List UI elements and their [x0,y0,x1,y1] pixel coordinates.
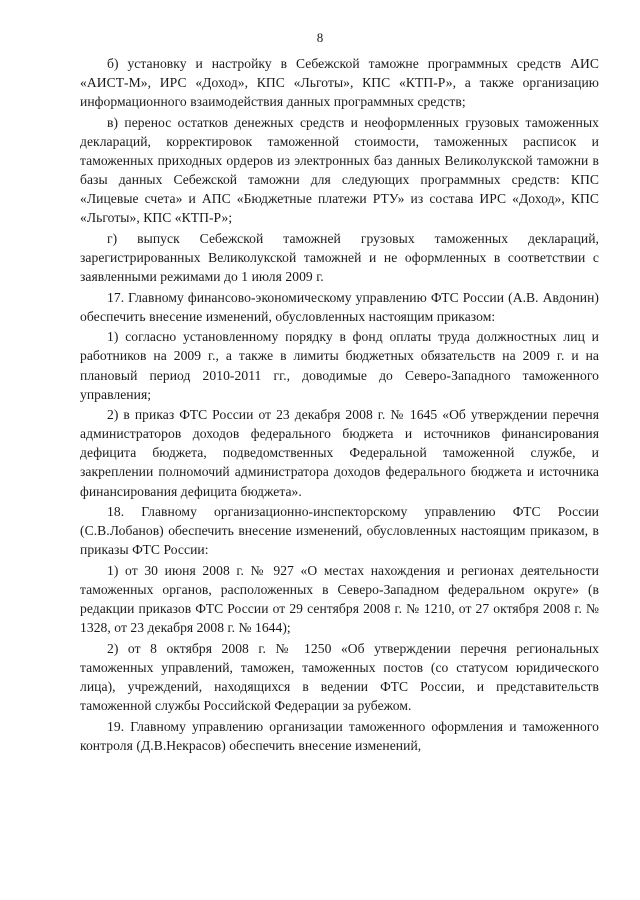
paragraph-item-b: б) установку и настройку в Себежской таможне программных средств АИС «АИСТ-М», ИРС «Доход», КПС «Льготы», КПС «КТП-Р», а также организацию информационного взаимодействия данных программных средств; [80,56,599,110]
paragraph-section-18-item-2: 2) от 8 октября 2008 г. № 1250 «Об утверждении перечня региональных таможенных управлений, таможен, таможенных постов (со статусом юридического лица), учреждений, находящихся в ведении ФТС России, и представительств таможенной службы Российской Федерации за рубежом. [80,640,599,714]
paragraph-section-17-item-2: 2) в приказ ФТС России от 23 декабря 2008 г. № 1645 «Об утверждении перечня администраторов доходов федерального бюджета и источников финансирования дефицита бюджета, подведомственных Федеральной таможенной службе, и закреплении полномочий администратора доходов федерального бюджета и источника финансирования дефицита бюджета». [80,407,599,499]
page-number: 8 [316,30,324,45]
document-body [80,54,599,756]
paragraph-section-18-item-1: 1) от 30 июня 2008 г. № 927 «О местах нахождения и регионах деятельности таможенных органов, расположенных в Северо-Западном федеральном округе» (в редакции приказов ФТС России от 29 сентября 2008 г. № 1210, от 27 октября 2008 г. № 1328, от 23 декабря 2008 г. № 1644); [80,562,599,636]
paragraph-section-17-item-1: 1) согласно установленному порядку в фонд оплаты труда должностных лиц и работников на 2009 г., а также в лимиты бюджетных обязательств на 2009 г. и на плановый период 2010-2011 гг., доводимые до Северо-Западного таможенного управления; [80,329,599,402]
paragraph-section-19: 19. Главному управлению организации таможенного оформления и таможенного контроля (Д.В.Некрасов) обеспечить внесение изменений, [80,718,599,753]
paragraph-item-g: г) выпуск Себежской таможней грузовых таможенных деклараций, зарегистрированных Великолукской таможней и не оформленных в соответствии с заявленными режимами до 1 июля 2009 г. [80,230,599,285]
paragraph-section-18: 18. Главному организационно-инспекторскому управлению ФТС России (С.В.Лобанов) обеспечить внесение изменений, обусловленных настоящим приказом, в приказы ФТС России: [80,504,599,558]
paragraph-item-v: в) перенос остатков денежных средств и неоформленных грузовых таможенных деклараций, корректировок таможенной стоимости, таможенных расписок и таможенных приходных ордеров из электронных баз данных Великолукской таможни в базы данных Себежской таможни для следующих программных средств: КПС «Лицевые счета» и АПС «Бюджетные платежи РТУ» из состава ИРС «Доход», КПС «Льготы», КПС «КТП-Р»; [80,114,599,226]
paragraph-section-17: 17. Главному финансово-экономическому управлению ФТС России (А.В. Авдонин) обеспечить внесение изменений, обусловленных настоящим приказом: [80,289,599,324]
